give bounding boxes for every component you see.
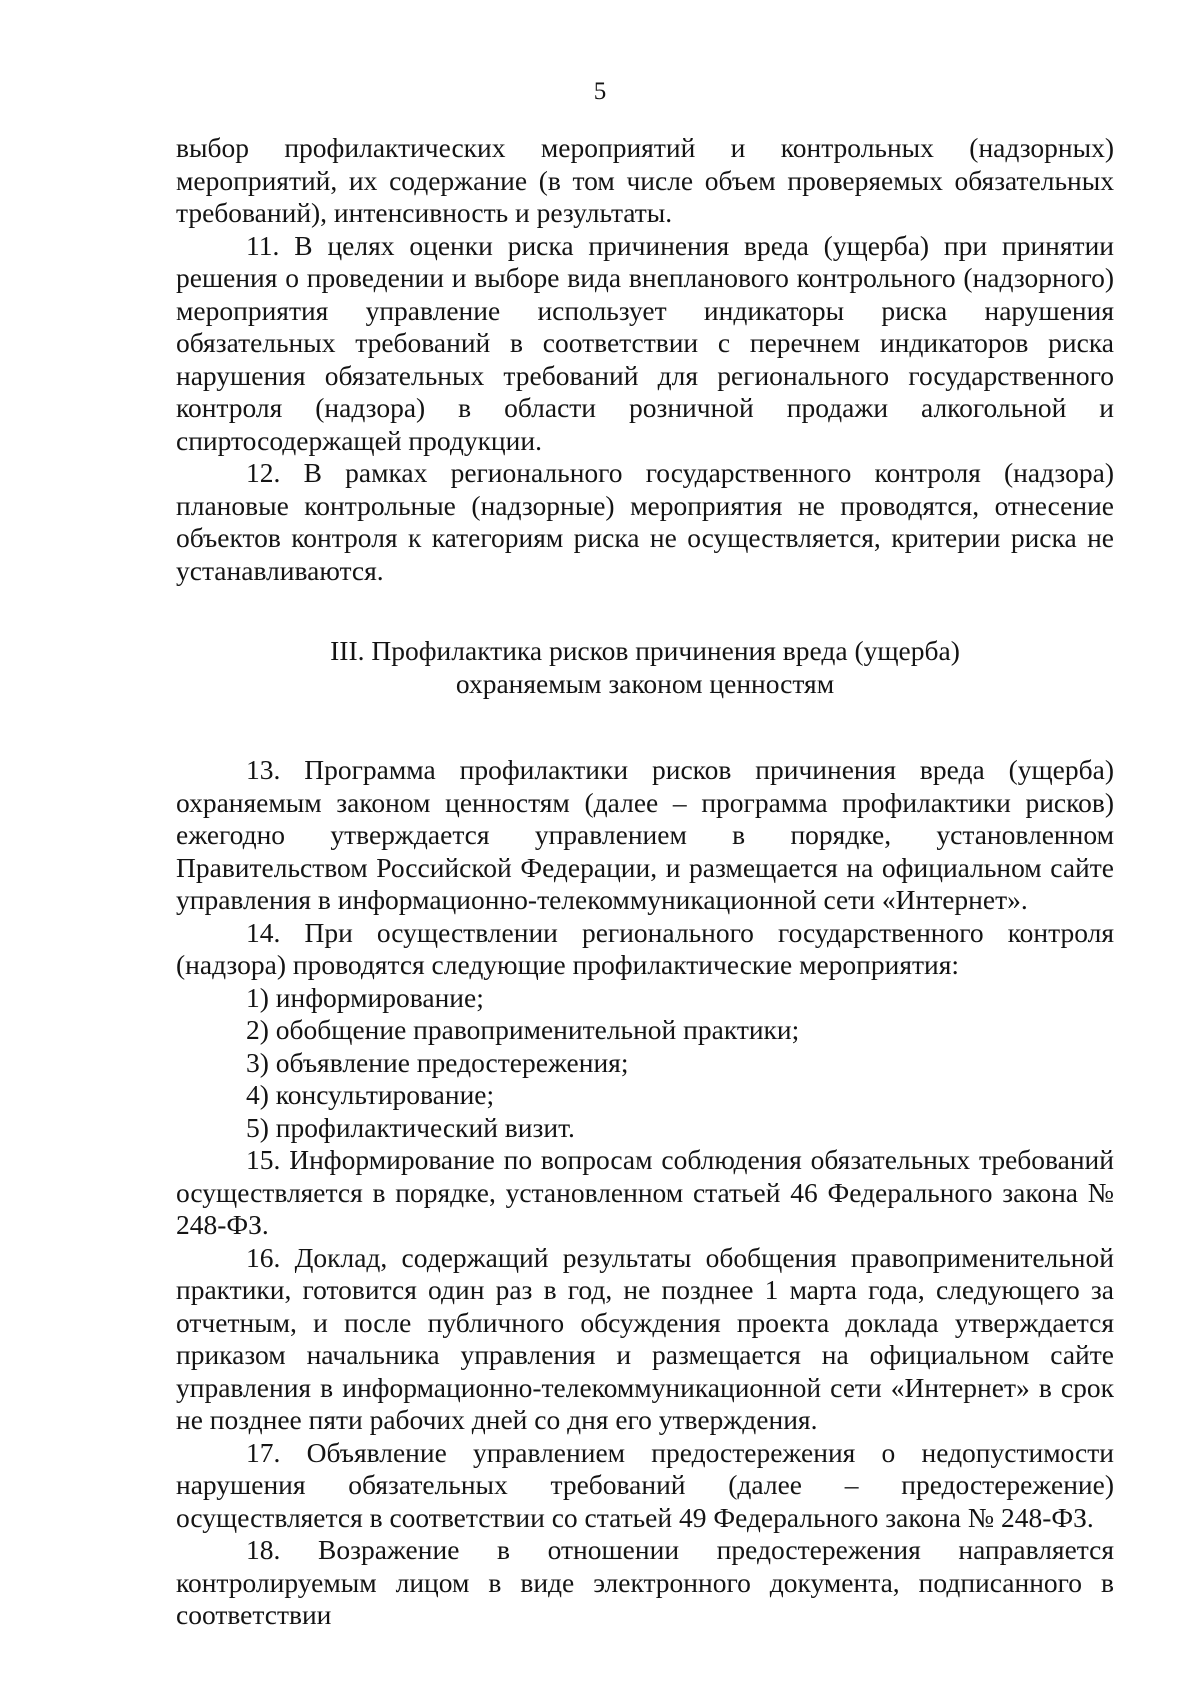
paragraph-intro-continuation: выбор профилактических мероприятий и контрольных (надзорных) мероприятий, их содержание (в том числе объем проверяемых обязательных требований), интенсивность и результаты. [176, 132, 1114, 228]
paragraph-15: 15. Информирование по вопросам соблюдения обязательных требований осуществляется в порядке, установленном статьей 46 Федерального закона № 248-ФЗ. [176, 1144, 1114, 1240]
list-item: 5) профилактический визит. [246, 1111, 575, 1143]
paragraph-14: 14. При осуществлении регионального государственного контроля (надзора) проводятся следующие профилактические мероприятия: [176, 916, 1114, 980]
paragraph-16: 16. Доклад, содержащий результаты обобщения правоприменительной практики, готовится один раз в год, не позднее 1 марта года, следующего за отчетным, и после публичного обсуждения проекта доклада утверждается приказом начальника управления и размещается на официальном сайте управления в информационно-телекоммуникационной сети «Интернет» в срок не позднее пяти рабочих дней со дня его утверждения. [176, 1241, 1114, 1435]
list-item: 4) консультирование; [246, 1079, 495, 1110]
page-number: 5 [593, 78, 607, 105]
document-body [176, 132, 1114, 1632]
paragraph-18: 18. Возражение в отношении предостережения направляется контролируемым лицом в виде электронного документа, подписанного в соответствии [176, 1534, 1114, 1630]
paragraph-17: 17. Объявление управлением предостережения о недопустимости нарушения обязательных требований (далее – предостережение) осуществляется в соответствии со статьей 49 Федерального закона № 248-ФЗ. [176, 1436, 1114, 1533]
list-item: 1) информирование; [246, 981, 484, 1013]
list-item: 3) объявление предостережения; [246, 1046, 629, 1078]
paragraph-12: 12. В рамках регионального государственного контроля (надзора) плановые контрольные (надзорные) мероприятия не проводятся, отнесение объектов контроля к категориям риска не осуществляется, критерии риска не устанавливаются. [176, 457, 1114, 586]
paragraph-13: 13. Программа профилактики рисков причинения вреда (ущерба) охраняемым законом ценностям (далее – программа профилактики рисков) ежегодно утверждается управлением в порядке, установленном Правительством Российской Федерации, и размещается на официальном сайте управления в информационно-телекоммуникационной сети «Интернет». [176, 754, 1114, 915]
section-heading [176, 635, 1114, 700]
section-heading-line-2: охраняемым законом ценностям [455, 667, 835, 699]
paragraph-11: 11. В целях оценки риска причинения вреда (ущерба) при принятии решения о проведении и выборе вида внепланового контрольного (надзорного) мероприятия управление использует индикаторы риска нарушения обязательных требований в соответствии с перечнем индикаторов риска нарушения обязательных требований для регионального государственного контроля (надзора) в области розничной продажи алкогольной и спиртосодержащей продукции. [176, 229, 1114, 456]
list-item: 2) обобщение правоприменительной практики; [246, 1014, 800, 1045]
section-heading-line-1: III. Профилактика рисков причинения вреда (ущерба) [330, 635, 960, 666]
